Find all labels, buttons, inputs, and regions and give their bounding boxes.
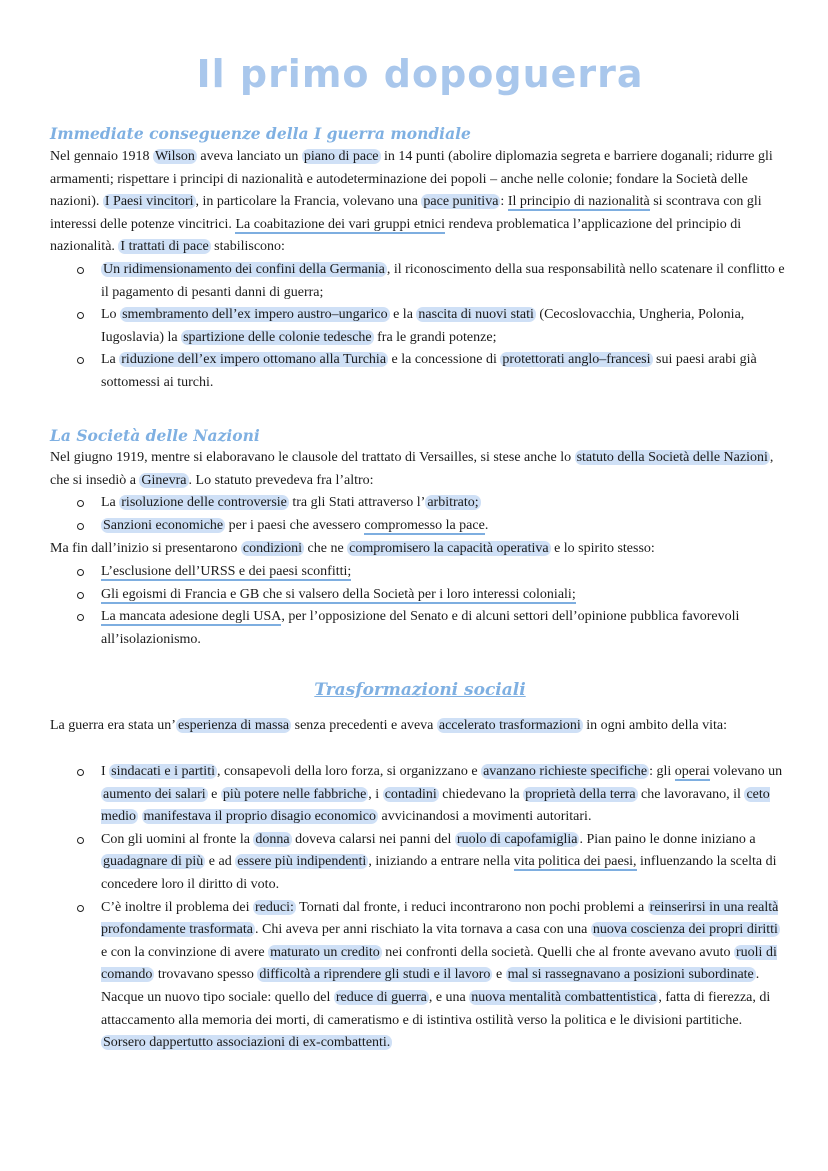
list-item: La riduzione dell’ex impero ottomano alla Turchia e la concessione di protettorati anglo–francesi sui paesi arabi già sottomessi ai turchi. [50, 349, 788, 394]
list-item: I sindacati e i partiti , consapevoli della loro forza, si organizzano e avanzano richieste specifiche : gli operai volevano un aumento dei salari e più potere nelle fabbriche , i contadini chiedevano la proprietà della terra che lavoravano, il ceto medio manifestava il proprio disagio economico avvicinandosi a movimenti autoritari. [50, 761, 788, 829]
list-item: Gli egoismi di Francia e GB che si valsero della Società per i loro interessi coloniali; [50, 584, 788, 607]
list-item: La risoluzione delle controversie tra gli Stati attraverso l’ arbitrato; [50, 492, 788, 515]
list-item: Lo smembramento dell’ex impero austro–ungarico e la nascita di nuovi stati (Cecoslovacchia, Ungheria, Polonia, Iugoslavia) la spartizione delle colonie tedesche fra le grandi potenze; [50, 304, 788, 349]
paragraph-guerra: La guerra era stata un’ esperienza di massa senza precedenti e aveva accelerato trasformazioni in ogni ambito della vita: [50, 718, 727, 733]
list-trasformazioni [50, 761, 788, 1055]
list-statuto [50, 492, 788, 537]
section-heading-societa: La Società delle Nazioni [50, 426, 260, 445]
list-item: C’è inoltre il problema dei reduci: Tornati dal fronte, i reduci incontrarono non pochi problemi a reinserirsi in una realtà profondamente trasformata . Chi aveva per anni rischiato la vita tornava a casa con una nuova coscienza dei propri diritti e con la convinzione di avere maturato un credito nei confronti della società. Quelli che al fronte avevano avuto ruoli di comando trovavano spesso difficoltà a riprendere gli studi e il lavoro e mal si rassegnavano a posizioni subordinate . Nacque un nuovo tipo sociale: quello del reduce di guerra , e una nuova mentalità combattentistica , fatta di fierezza, di attaccamento alla memoria dei morti, di cameratismo e di istintiva ostilità verso la politica e le divisioni partitiche. Sorsero dappertutto associazioni di ex-combattenti. [50, 897, 788, 1055]
section-heading-conseguenze: Immediate conseguenze della I guerra mondiale [50, 124, 471, 143]
list-item: L’esclusione dell’URSS e dei paesi sconfitti; [50, 561, 788, 584]
list-item: La mancata adesione degli USA, per l’opposizione del Senato e di alcuni settori dell’opinione pubblica favorevoli all’isolazionismo. [50, 606, 788, 651]
paragraph-versailles: Nel giugno 1919, mentre si elaboravano le clausole del trattato di Versailles, si stese anche lo statuto della Società delle Nazioni , che si insediò a Ginevra . Lo statuto prevedeva fra l’altro: [50, 450, 774, 488]
section-heading-trasformazioni: Trasformazioni sociali [314, 680, 526, 700]
paragraph-wilson: Nel gennaio 1918 Wilson aveva lanciato un piano di pace in 14 punti (abolire diplomazia segreta e barriere doganali; ridurre gli armamenti; rispettare i principi di nazionalità e autodeterminazione dei popoli – anche nelle colonie; fondare la Società delle nazioni). I Paesi vincitori , in particolare la Francia, volevano una pace punitiva : Il principio di nazionalità si scontrava con gli interessi delle potenze vincitrici. La coabitazione dei vari gruppi etnici rendeva problematica l’applicazione del principio di nazionalità. I trattati di pace stabiliscono: [50, 149, 773, 255]
list-item: Un ridimensionamento dei confini della Germania , il riconoscimento della sua responsabilità nello scatenare il conflitto e il pagamento di pesanti danni di guerra; [50, 259, 788, 304]
paragraph-condizioni: Ma fin dall’inizio si presentarono condizioni che ne compromisero la capacità operativa e lo spirito stesso: [50, 541, 655, 556]
list-item: Con gli uomini al fronte la donna doveva calarsi nei panni del ruolo di capofamiglia . Pian paino le donne iniziano a guadagnare di più e ad essere più indipendenti , iniziando a entrare nella vita politica dei paesi, influenzando la scelta di concedere loro il diritto di voto. [50, 829, 788, 897]
list-trattati [50, 259, 788, 395]
page-title: Il primo dopoguerra [196, 52, 644, 96]
list-limiti [50, 561, 788, 651]
list-item: Sanzioni economiche per i paesi che avessero compromesso la pace. [50, 515, 788, 538]
